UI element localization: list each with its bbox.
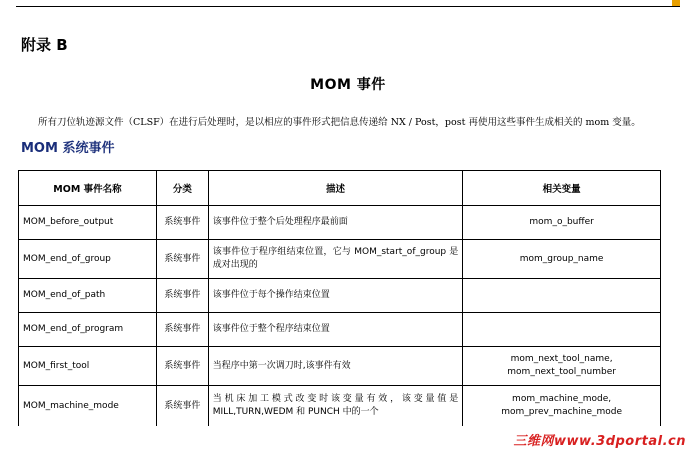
category-cell: 系统事件 [156, 386, 208, 427]
category-cell: 系统事件 [156, 313, 208, 347]
section-heading: MOM 系统事件 [21, 141, 115, 156]
description-cell: 该事件位于程序组结束位置，它与 MOM_start_of_group 是成对出现的 [208, 240, 462, 279]
variables-cell: mom_group_name [463, 240, 661, 279]
table-row [19, 279, 661, 313]
page-title: MOM 事件 [310, 77, 386, 93]
event-name-cell: MOM_before_output [19, 206, 157, 240]
category-cell: 系统事件 [156, 347, 208, 386]
header-event-name: MOM 事件名称 [19, 171, 157, 206]
description-cell: 当机床加工模式改变时该变量有效，该变量值是 MILL,TURN,WEDM 和 PUNCH 中的一个 [208, 386, 462, 427]
event-name-cell: MOM_end_of_program [19, 313, 157, 347]
appendix-label: 附录 B [21, 36, 68, 54]
event-name-cell: MOM_end_of_group [19, 240, 157, 279]
description-cell: 该事件位于每个操作结束位置 [208, 279, 462, 313]
table-row [19, 240, 661, 279]
page-header-rule [16, 0, 680, 7]
header-description: 描述 [208, 171, 462, 206]
header-corner-mark [672, 0, 680, 6]
variables-cell: mom_machine_mode, mom_prev_machine_mode [463, 386, 661, 427]
mom-events-table [18, 170, 661, 426]
variables-cell [463, 313, 661, 347]
event-name-cell: MOM_first_tool [19, 347, 157, 386]
category-cell: 系统事件 [156, 279, 208, 313]
event-name-cell: MOM_end_of_path [19, 279, 157, 313]
header-related-variables: 相关变量 [463, 171, 661, 206]
table-header-row [19, 171, 661, 206]
description-cell: 当程序中第一次调刀时,该事件有效 [208, 347, 462, 386]
table-row [19, 313, 661, 347]
category-cell: 系统事件 [156, 206, 208, 240]
description-cell: 该事件位于整个程序结束位置 [208, 313, 462, 347]
category-cell: 系统事件 [156, 240, 208, 279]
site-watermark: 三维网www.3dportal.cn [513, 434, 686, 449]
variables-cell [463, 279, 661, 313]
header-category: 分类 [156, 171, 208, 206]
description-cell: 该事件位于整个后处理程序最前面 [208, 206, 462, 240]
variables-cell: mom_next_tool_name, mom_next_tool_number [463, 347, 661, 386]
variables-cell: mom_o_buffer [463, 206, 661, 240]
intro-paragraph: 所有刀位轨迹源文件（CLSF）在进行后处理时，是以相应的事件形式把信息传递给 NX / Post，post 再使用这些事件生成相关的 mom 变量。 [38, 117, 641, 128]
table-row [19, 386, 661, 427]
table-row [19, 347, 661, 386]
table-row [19, 206, 661, 240]
event-name-cell: MOM_machine_mode [19, 386, 157, 427]
